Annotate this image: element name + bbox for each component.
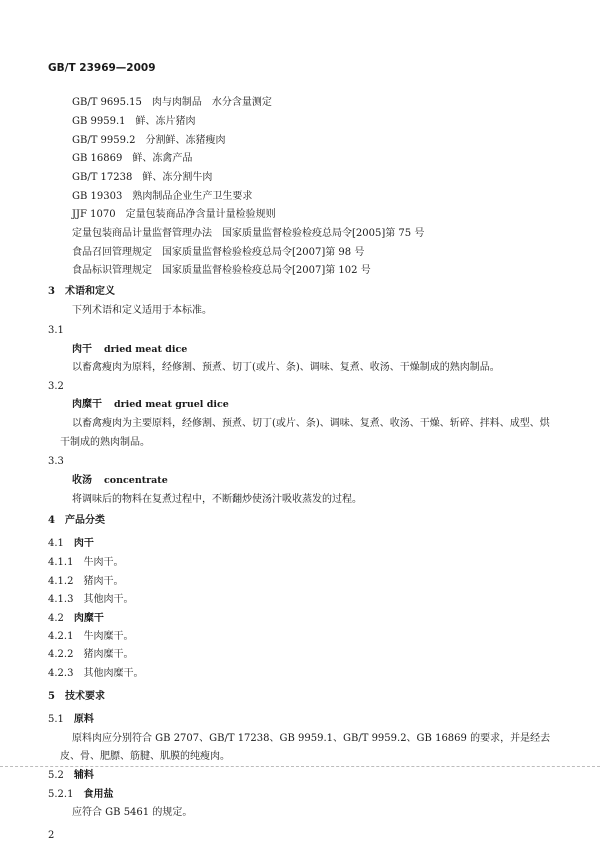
reference-code: GB/T 9695.15 — [72, 97, 142, 108]
reference-title: 鲜、冻禽产品 — [132, 153, 193, 164]
item-number: 4.2.3 — [48, 668, 74, 679]
reference-code: GB 16869 — [72, 153, 123, 164]
section-intro: 下列术语和定义适用于本标准。 — [72, 305, 212, 316]
paragraph-line: 原料肉应分别符合 GB 2707、GB/T 17238、GB 9959.1、GB/T 9959.2、GB 16869 的要求，并是经去 — [72, 733, 551, 744]
subsection-number: 5.1 — [48, 714, 64, 725]
reference-code: GB/T 17238 — [72, 172, 133, 183]
reference-title: 国家质量监督检验检疫总局令[2007]第 102 号 — [162, 265, 371, 276]
classification-item — [48, 575, 123, 589]
classification-item — [48, 593, 133, 607]
subsection-title — [48, 769, 94, 783]
item-number: 4.1.1 — [48, 557, 74, 568]
item-text: 肉干 — [73, 538, 94, 549]
subsection-title — [48, 788, 113, 802]
classification-item — [48, 648, 133, 662]
reference-code: GB 19303 — [72, 191, 123, 202]
item-number: 4.2.2 — [48, 649, 74, 660]
section-heading: 4 产品分类 — [48, 515, 105, 526]
reference-item — [72, 115, 196, 129]
reference-item — [72, 246, 364, 260]
item-text: 猪肉干。 — [83, 576, 124, 587]
reference-code: 食品标识管理规定 — [72, 265, 152, 276]
term-number: 3.3 — [48, 456, 64, 467]
item-text: 牛肉糜干。 — [83, 631, 134, 642]
subsection-number: 5.2 — [48, 770, 64, 781]
reference-item — [72, 152, 192, 166]
term-definition-cont: 干制成的熟肉制品。 — [60, 437, 150, 448]
reference-item — [72, 190, 252, 204]
reference-item — [72, 208, 276, 222]
term-en: concentrate — [104, 475, 168, 486]
term-title — [72, 343, 187, 357]
item-text: 牛肉干。 — [83, 557, 124, 568]
reference-item — [72, 171, 212, 185]
term-zh: 肉干 — [72, 344, 92, 355]
reference-item — [72, 264, 371, 278]
classification-item — [48, 612, 104, 626]
subsection-label: 原料 — [73, 714, 94, 725]
paragraph-line: 应符合 GB 5461 的规定。 — [72, 807, 193, 818]
reference-title: 鲜、冻分割牛肉 — [142, 172, 213, 183]
term-definition: 以畜禽瘦肉为原料，经修割、预煮、切丁(或片、条)、调味、复煮、收汤、干燥制成的熟肉制品。 — [72, 362, 500, 373]
reference-code: 定量包装商品计量监督管理办法 — [72, 228, 212, 239]
item-number: 4.2 — [48, 613, 64, 624]
paragraph-line: 皮、骨、肥膘、筋腱、肌膜的纯瘦肉。 — [60, 751, 230, 762]
subsection-title — [48, 713, 94, 727]
standard-number: GB/T 23969—2009 — [48, 62, 156, 74]
term-en: dried meat dice — [104, 344, 188, 355]
term-en: dried meat gruel dice — [114, 399, 229, 410]
reference-code: 食品召回管理规定 — [72, 247, 152, 258]
item-number: 4.1.2 — [48, 576, 74, 587]
term-zh: 收汤 — [72, 475, 92, 486]
section-heading: 5 技术要求 — [48, 691, 105, 702]
subsection-number: 5.2.1 — [48, 789, 74, 800]
reference-code: JJF 1070 — [72, 209, 116, 220]
reference-title: 国家质量监督检验检疫总局令[2007]第 98 号 — [162, 247, 365, 258]
term-number: 3.2 — [48, 381, 64, 392]
reference-item — [72, 96, 272, 110]
item-text: 其他肉干。 — [83, 594, 134, 605]
reference-title: 熟肉制品企业生产卫生要求 — [132, 191, 253, 202]
classification-item — [48, 630, 133, 644]
item-number: 4.1.3 — [48, 594, 74, 605]
reference-item — [72, 134, 226, 148]
reference-code: GB 9959.1 — [72, 116, 126, 127]
subsection-label: 食用盐 — [83, 789, 114, 800]
term-zh: 肉糜干 — [72, 399, 102, 410]
item-number: 4.1 — [48, 538, 64, 549]
item-number: 4.2.1 — [48, 631, 74, 642]
scan-artifact-line — [0, 766, 600, 767]
reference-title: 鲜、冻片猪肉 — [135, 116, 196, 127]
reference-item — [72, 227, 424, 241]
classification-item — [48, 537, 94, 551]
item-text: 其他肉糜干。 — [83, 668, 144, 679]
reference-title: 定量包装商品净含量计量检验规则 — [125, 209, 276, 220]
classification-item — [48, 556, 123, 570]
term-title — [72, 474, 168, 488]
reference-title: 国家质量监督检验检疫总局令[2005]第 75 号 — [222, 228, 425, 239]
term-title — [72, 398, 229, 412]
term-definition: 以畜禽瘦肉为主要原料，经修割、预煮、切丁(或片、条)、调味、复煮、收汤、干燥、斩碎、拌料、成型、烘 — [72, 418, 550, 429]
item-text: 猪肉糜干。 — [83, 649, 134, 660]
item-text: 肉糜干 — [73, 613, 104, 624]
subsection-label: 辅料 — [73, 770, 94, 781]
section-heading: 3 术语和定义 — [48, 286, 115, 297]
term-definition: 将调味后的物料在复煮过程中，不断翻炒使汤汁吸收蒸发的过程。 — [72, 494, 362, 505]
page-number: 2 — [48, 830, 55, 841]
reference-title: 肉与肉制品 水分含量测定 — [151, 97, 272, 108]
reference-code: GB/T 9959.2 — [72, 135, 136, 146]
term-number: 3.1 — [48, 325, 64, 336]
classification-item — [48, 667, 143, 681]
reference-title: 分割鲜、冻猪瘦肉 — [145, 135, 226, 146]
